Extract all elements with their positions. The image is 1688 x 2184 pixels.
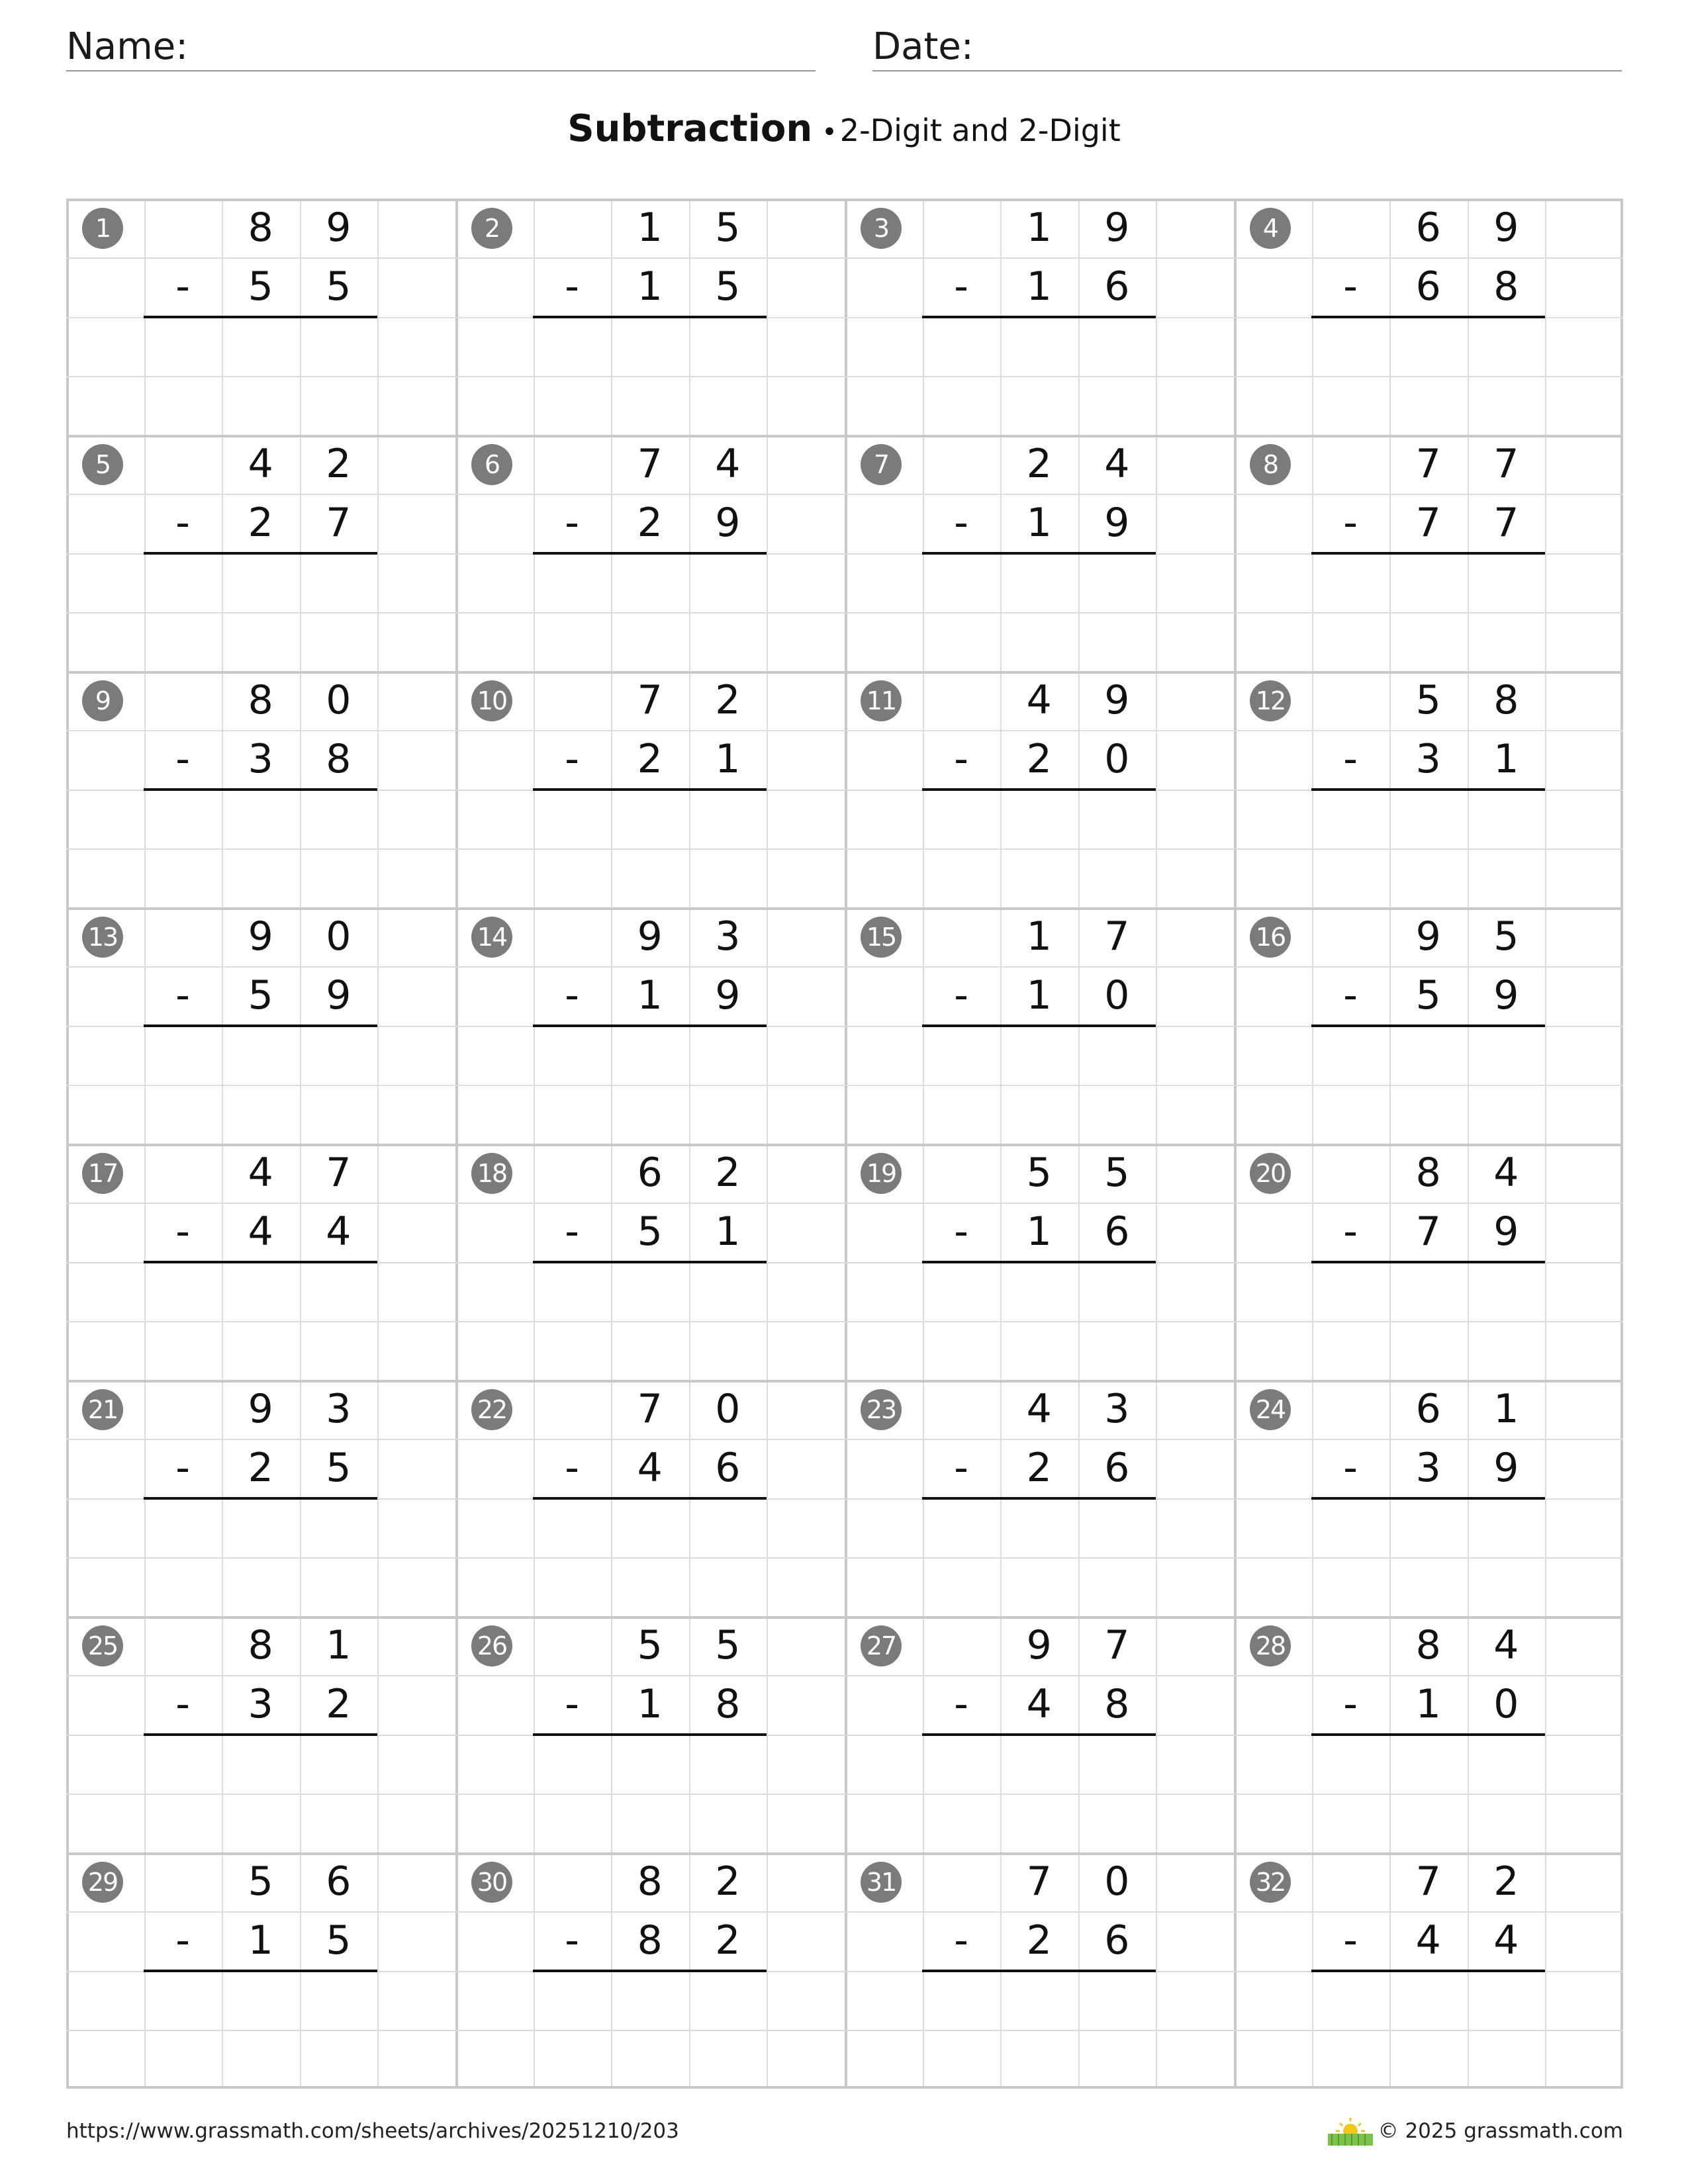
answer-line: [922, 316, 1156, 318]
problem-number-badge: 31: [861, 1862, 902, 1903]
minuend-ones-digit: 7: [1104, 1622, 1130, 1668]
problem-number-badge: 13: [82, 917, 123, 958]
problem-number-badge: 4: [1250, 208, 1291, 249]
minuend-tens-digit: 1: [637, 205, 663, 251]
answer-line: [922, 1733, 1156, 1736]
answer-line: [533, 1497, 767, 1500]
minuend-tens-digit: 8: [248, 1622, 273, 1668]
minuend-ones-digit: 5: [1493, 913, 1519, 960]
minus-sign: -: [954, 500, 968, 547]
minuend-tens-digit: 9: [248, 913, 273, 960]
minuend-tens-digit: 8: [248, 677, 273, 723]
minuend-tens-digit: 9: [637, 913, 663, 960]
problem-number-badge: 22: [471, 1389, 512, 1430]
minus-sign: -: [1343, 1681, 1358, 1728]
subtrahend-ones-digit: 9: [1493, 972, 1519, 1019]
problem-31: [845, 1852, 1234, 2089]
problem-12: [1234, 671, 1623, 907]
answer-line: [533, 1024, 767, 1027]
problem-3: [845, 199, 1234, 435]
subtrahend-ones-digit: 1: [715, 736, 741, 783]
minus-sign: -: [175, 972, 190, 1019]
minus-sign: -: [565, 1681, 579, 1728]
problem-number-badge: 18: [471, 1153, 512, 1194]
minuend-ones-digit: 0: [326, 913, 352, 960]
subtrahend-ones-digit: 6: [1104, 1917, 1130, 1964]
title-bullet: •: [821, 117, 837, 148]
title-main: Subtraction: [567, 107, 813, 150]
minuend-ones-digit: 2: [1493, 1858, 1519, 1905]
subtrahend-tens-digit: 5: [1415, 972, 1441, 1019]
problem-number-badge: 24: [1250, 1389, 1291, 1430]
minus-sign: -: [565, 972, 579, 1019]
answer-line: [144, 1970, 377, 1972]
answer-line: [1311, 1024, 1545, 1027]
date-field[interactable]: [872, 24, 1622, 71]
subtrahend-tens-digit: 1: [637, 972, 663, 1019]
minuend-ones-digit: 7: [1493, 441, 1519, 487]
minus-sign: -: [175, 1681, 190, 1728]
problem-8: [1234, 435, 1623, 671]
minus-sign: -: [1343, 500, 1358, 547]
problem-17: [66, 1144, 455, 1380]
subtrahend-ones-digit: 8: [1104, 1681, 1130, 1728]
minuend-ones-digit: 4: [715, 441, 741, 487]
problem-11: [845, 671, 1234, 907]
minuend-ones-digit: 2: [326, 441, 352, 487]
subtrahend-ones-digit: 7: [1493, 500, 1519, 547]
minuend-ones-digit: 5: [715, 1622, 741, 1668]
minuend-ones-digit: 6: [326, 1858, 352, 1905]
problem-number-badge: 29: [82, 1862, 123, 1903]
subtrahend-tens-digit: 1: [1026, 500, 1052, 547]
subtrahend-tens-digit: 3: [1415, 736, 1441, 783]
answer-line: [1311, 552, 1545, 555]
minuend-tens-digit: 7: [637, 1386, 663, 1432]
problem-28: [1234, 1616, 1623, 1852]
minuend-tens-digit: 7: [637, 677, 663, 723]
minuend-ones-digit: 1: [1493, 1386, 1519, 1432]
problem-18: [455, 1144, 845, 1380]
answer-line: [922, 1497, 1156, 1500]
minuend-tens-digit: 5: [1026, 1150, 1052, 1196]
name-label: Name:: [66, 25, 189, 68]
subtrahend-ones-digit: 5: [326, 1445, 352, 1492]
minuend-ones-digit: 9: [1493, 205, 1519, 251]
problem-14: [455, 907, 845, 1144]
minus-sign: -: [175, 736, 190, 783]
minuend-ones-digit: 4: [1493, 1622, 1519, 1668]
subtrahend-ones-digit: 2: [715, 1917, 741, 1964]
subtrahend-tens-digit: 2: [1026, 736, 1052, 783]
minuend-tens-digit: 6: [1415, 1386, 1441, 1432]
problem-number-badge: 9: [82, 680, 123, 721]
problem-30: [455, 1852, 845, 2089]
minuend-ones-digit: 9: [326, 205, 352, 251]
answer-line: [533, 1261, 767, 1263]
subtrahend-ones-digit: 2: [326, 1681, 352, 1728]
problem-number-badge: 7: [861, 444, 902, 485]
minus-sign: -: [565, 1445, 579, 1492]
answer-line: [144, 1733, 377, 1736]
answer-line: [1311, 1497, 1545, 1500]
minus-sign: -: [954, 972, 968, 1019]
minus-sign: -: [954, 1445, 968, 1492]
minuend-tens-digit: 6: [637, 1150, 663, 1196]
subtrahend-ones-digit: 1: [1493, 736, 1519, 783]
answer-line: [144, 316, 377, 318]
minus-sign: -: [175, 500, 190, 547]
problem-number-badge: 14: [471, 917, 512, 958]
subtrahend-tens-digit: 1: [1026, 263, 1052, 310]
problem-10: [455, 671, 845, 907]
answer-line: [922, 1024, 1156, 1027]
minuend-ones-digit: 1: [326, 1622, 352, 1668]
minuend-tens-digit: 1: [1026, 913, 1052, 960]
minus-sign: -: [175, 1208, 190, 1255]
problem-20: [1234, 1144, 1623, 1380]
minuend-tens-digit: 8: [1415, 1622, 1441, 1668]
answer-line: [922, 552, 1156, 555]
subtrahend-ones-digit: 4: [1493, 1917, 1519, 1964]
subtrahend-tens-digit: 5: [248, 263, 273, 310]
problem-19: [845, 1144, 1234, 1380]
subtrahend-ones-digit: 0: [1493, 1681, 1519, 1728]
minuend-ones-digit: 3: [1104, 1386, 1130, 1432]
minuend-tens-digit: 8: [1415, 1150, 1441, 1196]
problem-15: [845, 907, 1234, 1144]
problem-29: [66, 1852, 455, 2089]
minus-sign: -: [565, 1917, 579, 1964]
problem-number-badge: 20: [1250, 1153, 1291, 1194]
problem-number-badge: 28: [1250, 1625, 1291, 1666]
minus-sign: -: [954, 1208, 968, 1255]
problem-1: [66, 199, 455, 435]
minus-sign: -: [175, 1917, 190, 1964]
subtrahend-tens-digit: 7: [1415, 500, 1441, 547]
minuend-ones-digit: 0: [1104, 1858, 1130, 1905]
subtrahend-ones-digit: 6: [1104, 1445, 1130, 1492]
problem-32: [1234, 1852, 1623, 2089]
subtrahend-tens-digit: 2: [248, 1445, 273, 1492]
subtrahend-tens-digit: 2: [1026, 1445, 1052, 1492]
subtrahend-tens-digit: 4: [1026, 1681, 1052, 1728]
answer-line: [533, 552, 767, 555]
minuend-ones-digit: 5: [1104, 1150, 1130, 1196]
minuend-ones-digit: 0: [715, 1386, 741, 1432]
subtrahend-ones-digit: 6: [1104, 1208, 1130, 1255]
subtrahend-ones-digit: 1: [715, 1208, 741, 1255]
minuend-tens-digit: 1: [1026, 205, 1052, 251]
subtrahend-ones-digit: 9: [326, 972, 352, 1019]
answer-line: [533, 316, 767, 318]
minuend-ones-digit: 7: [1104, 913, 1130, 960]
minuend-tens-digit: 9: [1026, 1622, 1052, 1668]
minus-sign: -: [954, 263, 968, 310]
subtrahend-ones-digit: 9: [1104, 500, 1130, 547]
problem-9: [66, 671, 455, 907]
subtrahend-ones-digit: 9: [715, 500, 741, 547]
minuend-ones-digit: 4: [1493, 1150, 1519, 1196]
minus-sign: -: [954, 1681, 968, 1728]
minuend-tens-digit: 4: [1026, 1386, 1052, 1432]
problem-number-badge: 26: [471, 1625, 512, 1666]
problem-number-badge: 21: [82, 1389, 123, 1430]
answer-line: [922, 1970, 1156, 1972]
minus-sign: -: [565, 736, 579, 783]
answer-line: [922, 788, 1156, 791]
subtrahend-ones-digit: 5: [326, 263, 352, 310]
minuend-tens-digit: 9: [248, 1386, 273, 1432]
subtrahend-tens-digit: 2: [248, 500, 273, 547]
answer-line: [922, 1261, 1156, 1263]
subtrahend-ones-digit: 5: [715, 263, 741, 310]
answer-line: [144, 1024, 377, 1027]
answer-line: [144, 1497, 377, 1500]
answer-line: [533, 788, 767, 791]
subtrahend-ones-digit: 9: [1493, 1208, 1519, 1255]
answer-line: [1311, 316, 1545, 318]
minus-sign: -: [1343, 1917, 1358, 1964]
minuend-tens-digit: 6: [1415, 205, 1441, 251]
problem-27: [845, 1616, 1234, 1852]
minus-sign: -: [565, 263, 579, 310]
problem-7: [845, 435, 1234, 671]
minuend-ones-digit: 9: [1104, 677, 1130, 723]
minuend-tens-digit: 7: [1415, 441, 1441, 487]
subtrahend-tens-digit: 1: [637, 1681, 663, 1728]
subtrahend-ones-digit: 6: [1104, 263, 1130, 310]
answer-line: [1311, 788, 1545, 791]
subtrahend-tens-digit: 3: [1415, 1445, 1441, 1492]
problem-number-badge: 32: [1250, 1862, 1291, 1903]
minuend-ones-digit: 2: [715, 677, 741, 723]
subtrahend-ones-digit: 8: [326, 736, 352, 783]
answer-line: [1311, 1970, 1545, 1972]
subtrahend-tens-digit: 3: [248, 736, 273, 783]
subtrahend-ones-digit: 9: [1493, 1445, 1519, 1492]
answer-line: [533, 1733, 767, 1736]
problem-26: [455, 1616, 845, 1852]
minuend-tens-digit: 9: [1415, 913, 1441, 960]
answer-line: [144, 1261, 377, 1263]
minus-sign: -: [954, 1917, 968, 1964]
minuend-ones-digit: 4: [1104, 441, 1130, 487]
subtrahend-tens-digit: 3: [248, 1681, 273, 1728]
subtrahend-tens-digit: 5: [248, 972, 273, 1019]
minus-sign: -: [954, 736, 968, 783]
problem-21: [66, 1380, 455, 1616]
problem-number-badge: 17: [82, 1153, 123, 1194]
minuend-tens-digit: 5: [248, 1858, 273, 1905]
problem-number-badge: 2: [471, 208, 512, 249]
minuend-ones-digit: 7: [326, 1150, 352, 1196]
problem-number-badge: 5: [82, 444, 123, 485]
problem-25: [66, 1616, 455, 1852]
minuend-ones-digit: 2: [715, 1858, 741, 1905]
subtrahend-tens-digit: 1: [1026, 972, 1052, 1019]
subtrahend-ones-digit: 8: [715, 1681, 741, 1728]
subtrahend-tens-digit: 1: [1415, 1681, 1441, 1728]
answer-line: [144, 788, 377, 791]
minus-sign: -: [565, 1208, 579, 1255]
minus-sign: -: [1343, 736, 1358, 783]
subtrahend-tens-digit: 6: [1415, 263, 1441, 310]
subtrahend-tens-digit: 2: [1026, 1917, 1052, 1964]
subtrahend-tens-digit: 2: [637, 500, 663, 547]
answer-line: [1311, 1733, 1545, 1736]
minuend-ones-digit: 5: [715, 205, 741, 251]
problem-number-badge: 10: [471, 680, 512, 721]
problem-number-badge: 12: [1250, 680, 1291, 721]
minuend-tens-digit: 5: [637, 1622, 663, 1668]
date-label: Date:: [872, 25, 974, 68]
minuend-ones-digit: 9: [1104, 205, 1130, 251]
subtrahend-tens-digit: 4: [248, 1208, 273, 1255]
subtrahend-tens-digit: 1: [248, 1917, 273, 1964]
minus-sign: -: [1343, 263, 1358, 310]
minus-sign: -: [1343, 1445, 1358, 1492]
minuend-tens-digit: 7: [1415, 1858, 1441, 1905]
minuend-tens-digit: 8: [637, 1858, 663, 1905]
subtrahend-tens-digit: 5: [637, 1208, 663, 1255]
minuend-tens-digit: 2: [1026, 441, 1052, 487]
problem-6: [455, 435, 845, 671]
answer-line: [1311, 1261, 1545, 1263]
problem-5: [66, 435, 455, 671]
problem-number-badge: 6: [471, 444, 512, 485]
minuend-tens-digit: 7: [637, 441, 663, 487]
minuend-tens-digit: 7: [1026, 1858, 1052, 1905]
minus-sign: -: [175, 263, 190, 310]
problem-number-badge: 15: [861, 917, 902, 958]
problem-number-badge: 8: [1250, 444, 1291, 485]
problem-23: [845, 1380, 1234, 1616]
minuend-tens-digit: 4: [248, 441, 273, 487]
subtrahend-tens-digit: 1: [637, 263, 663, 310]
minuend-ones-digit: 0: [326, 677, 352, 723]
subtrahend-ones-digit: 0: [1104, 736, 1130, 783]
name-field[interactable]: [66, 24, 816, 71]
subtrahend-tens-digit: 1: [1026, 1208, 1052, 1255]
grass-sun-logo-icon: [1327, 2115, 1374, 2147]
subtrahend-ones-digit: 6: [715, 1445, 741, 1492]
problem-number-badge: 23: [861, 1389, 902, 1430]
subtrahend-ones-digit: 8: [1493, 263, 1519, 310]
minuend-ones-digit: 3: [715, 913, 741, 960]
subtrahend-ones-digit: 5: [326, 1917, 352, 1964]
problem-number-badge: 16: [1250, 917, 1291, 958]
minus-sign: -: [1343, 972, 1358, 1019]
problem-24: [1234, 1380, 1623, 1616]
problem-4: [1234, 199, 1623, 435]
minus-sign: -: [1343, 1208, 1358, 1255]
problem-number-badge: 19: [861, 1153, 902, 1194]
problem-16: [1234, 907, 1623, 1144]
subtrahend-tens-digit: 8: [637, 1917, 663, 1964]
subtrahend-tens-digit: 2: [637, 736, 663, 783]
minuend-tens-digit: 4: [248, 1150, 273, 1196]
minus-sign: -: [175, 1445, 190, 1492]
problem-22: [455, 1380, 845, 1616]
worksheet-title: [0, 106, 1688, 161]
answer-line: [533, 1970, 767, 1972]
problem-number-badge: 27: [861, 1625, 902, 1666]
minuend-tens-digit: 5: [1415, 677, 1441, 723]
subtrahend-ones-digit: 7: [326, 500, 352, 547]
answer-line: [144, 552, 377, 555]
subtrahend-ones-digit: 4: [326, 1208, 352, 1255]
minus-sign: -: [565, 500, 579, 547]
minuend-tens-digit: 8: [248, 205, 273, 251]
footer-url: https://www.grassmath.com/sheets/archives/20251210/203: [66, 2119, 679, 2143]
problem-number-badge: 30: [471, 1862, 512, 1903]
subtrahend-ones-digit: 0: [1104, 972, 1130, 1019]
subtrahend-tens-digit: 4: [637, 1445, 663, 1492]
footer-copyright: © 2025 grassmath.com: [1378, 2119, 1623, 2143]
problem-number-badge: 11: [861, 680, 902, 721]
problem-grid: [66, 199, 1623, 2089]
minuend-ones-digit: 3: [326, 1386, 352, 1432]
problem-number-badge: 25: [82, 1625, 123, 1666]
subtrahend-ones-digit: 9: [715, 972, 741, 1019]
subtrahend-tens-digit: 4: [1415, 1917, 1441, 1964]
problem-number-badge: 3: [861, 208, 902, 249]
problem-number-badge: 1: [82, 208, 123, 249]
minuend-tens-digit: 4: [1026, 677, 1052, 723]
problem-2: [455, 199, 845, 435]
minuend-ones-digit: 8: [1493, 677, 1519, 723]
minuend-ones-digit: 2: [715, 1150, 741, 1196]
title-subtitle: 2-Digit and 2-Digit: [839, 113, 1121, 148]
problem-13: [66, 907, 455, 1144]
subtrahend-tens-digit: 7: [1415, 1208, 1441, 1255]
